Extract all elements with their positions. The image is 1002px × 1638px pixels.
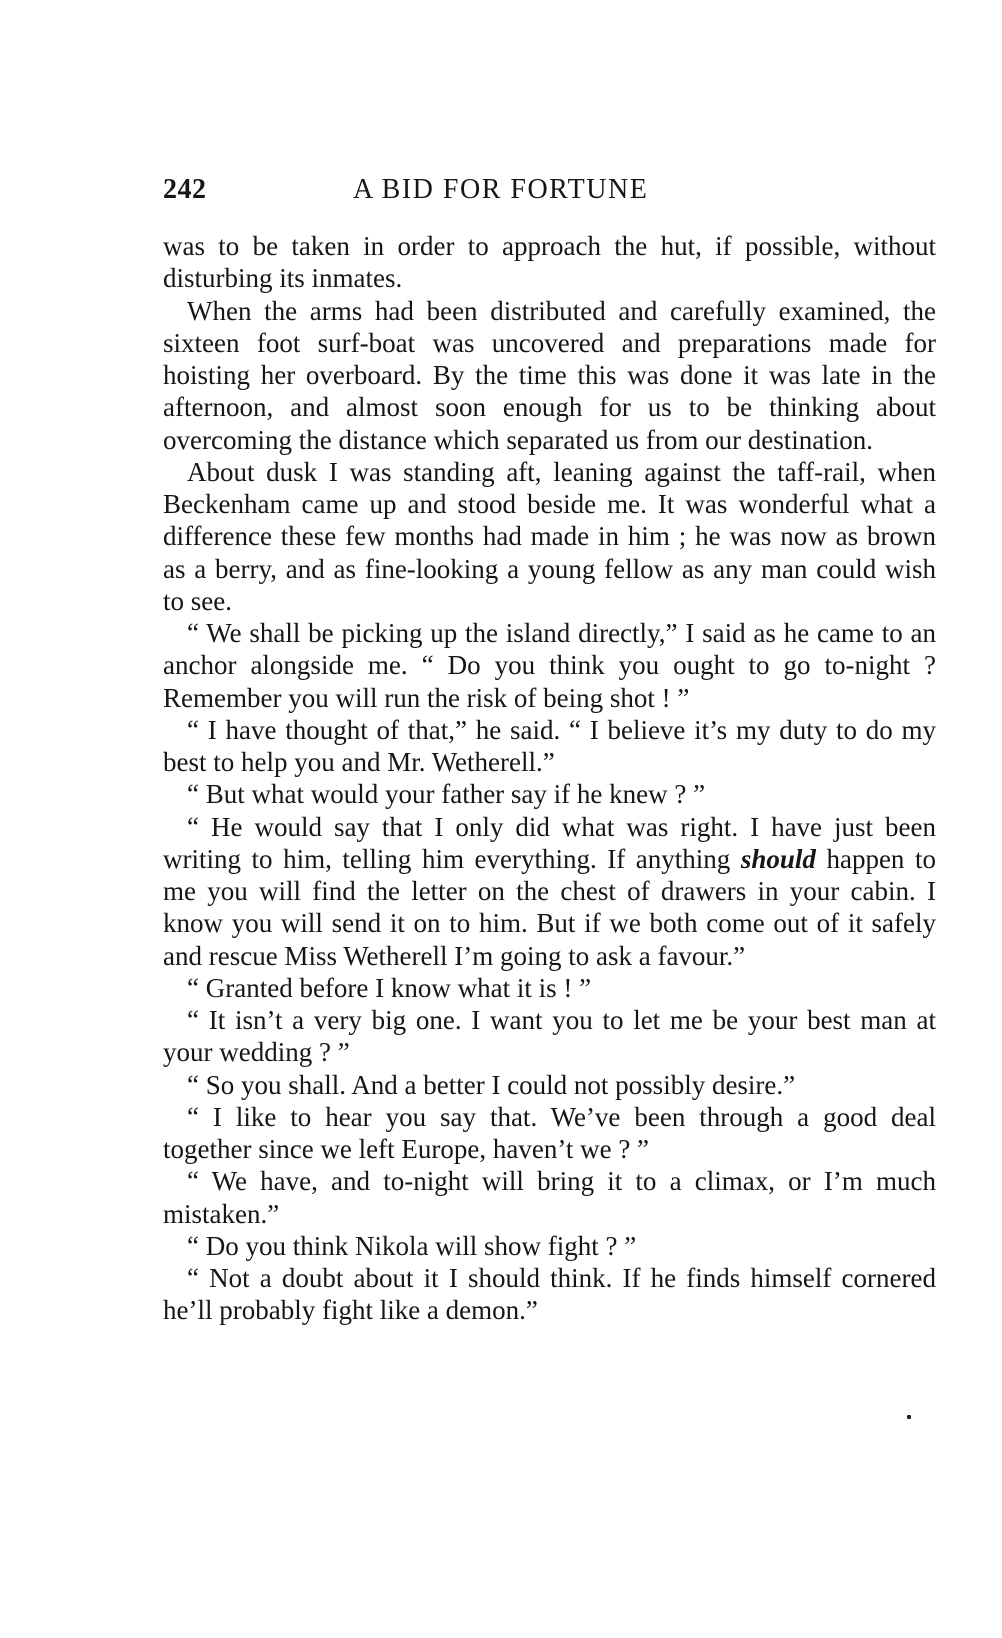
paragraph: “ But what would your father say if he knew ? ” xyxy=(187,779,706,810)
running-title: A BID FOR FORTUNE xyxy=(353,174,649,205)
page-number: 242 xyxy=(163,174,207,205)
paragraph: “ So you shall. And a better I could not possibly desire.” xyxy=(187,1069,796,1100)
paragraph: “ I like to hear you say that. We’ve been through a good deal together since we left Europe, haven’t we ? ” xyxy=(163,1101,936,1164)
paragraph xyxy=(163,811,936,972)
paragraph-continuation: was to be taken in order to approach the hut, if possible, without disturbing its inmates. xyxy=(163,231,936,294)
paragraph-text: happen to me you will find the letter on the chest of drawers in your cabin. I know you will send it on to him. But if we both come out of it safely and rescue Miss Wetherell I’m going to ask a favour.” xyxy=(163,843,936,971)
paragraph: “ It isn’t a very big one. I want you to let me be your best man at your wedding ? ” xyxy=(163,1005,936,1068)
paragraph: About dusk I was standing aft, leaning against the taff-rail, when Beckenham came up and stood beside me. It was wonderful what a difference these few months had made in him ; he was now as brown as a berry, and as fine-looking a young fellow as any man could wish to see. xyxy=(163,456,936,616)
body-text xyxy=(163,230,936,1327)
paragraph: “ We shall be picking up the island directly,” I said as he came to an anchor alongside me. “ Do you think you ought to go to-night ? Remember you will run the risk of being shot ! ” xyxy=(163,618,936,713)
ink-speck xyxy=(907,1415,911,1419)
paragraph: “ Granted before I know what it is ! ” xyxy=(187,972,592,1003)
paragraph: “ Not a doubt about it I should think. If he finds himself cornered he’ll probably fight like a demon.” xyxy=(163,1263,936,1326)
paragraph-text: “ He would say that I only did what was right. I have just been writing to him, telling him everything. If anything xyxy=(163,811,936,874)
paragraph: “ I have thought of that,” he said. “ I believe it’s my duty to do my best to help you and Mr. Wetherell.” xyxy=(163,714,936,777)
paragraph: When the arms had been distributed and carefully examined, the sixteen foot surf-boat was uncovered and preparations made for hoisting her overboard. By the time this was done it was late in the afternoon, and almost soon enough for us to be thinking about overcoming the distance which separated us from our destination. xyxy=(163,295,936,455)
page-header xyxy=(163,170,936,210)
emphasis-text: should xyxy=(740,843,816,874)
book-page xyxy=(163,170,936,1327)
paragraph: “ Do you think Nikola will show fight ? ” xyxy=(187,1230,637,1261)
paragraph: “ We have, and to-night will bring it to a climax, or I’m much mistaken.” xyxy=(163,1166,936,1229)
